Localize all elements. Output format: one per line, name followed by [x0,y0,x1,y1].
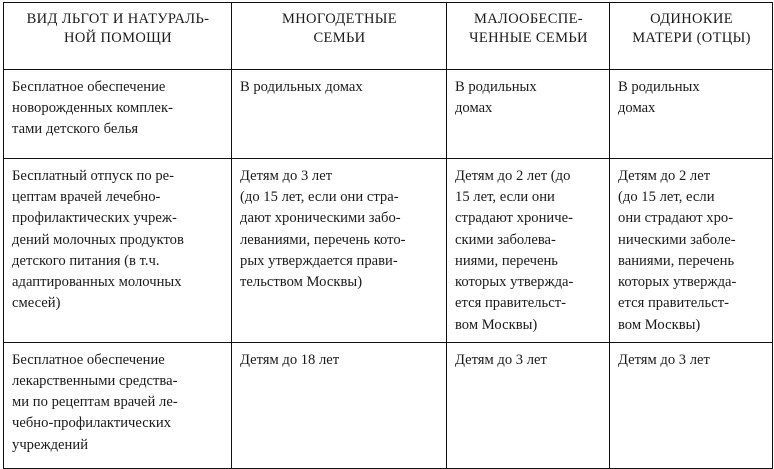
cell-single-parents-milk-products [610,159,773,343]
cell-many-children-milk-products [232,159,447,343]
cell-many-children-newborn-kits [232,70,447,159]
cell-line: (до 15 лет, если [618,189,715,206]
cell-line: ниями, перечень [455,252,558,269]
cell-line: Детям до 3 лет [618,351,710,368]
column-header-single-parents-line-1: ОДИНОКИЕ [650,11,733,27]
cell-line: рых утверждается прави- [240,252,398,269]
cell-low-income-milk-products [447,159,610,343]
column-header-low-income [447,3,610,70]
cell-kind-newborn-kits [4,70,232,159]
cell-line: смесей) [12,295,61,312]
cell-line: Бесплатное обеспечение [12,79,166,95]
column-header-many-children-line-2: СЕМЬИ [313,30,366,47]
cell-line: В родильных [618,79,700,95]
cell-line: Детям до 3 лет [240,168,333,184]
cell-kind-medicines [4,342,232,468]
cell-low-income-newborn-kits [447,70,610,159]
cell-line: В родильных [455,79,537,95]
cell-line: ническими заболе- [618,231,736,248]
cell-line: дают хроническими забо- [240,210,401,227]
column-header-kind-line-1: ВИД ЛЬГОТ И НАТУРАЛЬ- [26,11,210,27]
cell-line: ется правительст- [455,295,567,312]
cell-line: ми по рецептам врачей ле- [12,394,178,411]
column-header-many-children-line-1: МНОГОДЕТНЫЕ [281,11,398,27]
cell-single-parents-newborn-kits [610,70,773,159]
table-row [4,70,773,159]
cell-line: Детям до 3 лет [455,351,547,368]
cell-line: цептам врачей лечебно- [12,189,161,206]
cell-line: дений молочных продуктов [12,231,184,248]
table-body [4,70,773,469]
cell-line: В родильных домах [240,79,363,95]
column-header-single-parents-line-2: МАТЕРИ (ОТЦЫ) [632,30,751,47]
cell-line: Детям до 18 лет [240,351,340,368]
column-header-single-parents [610,3,773,70]
cell-line: которых утвержда- [618,274,737,291]
cell-line: тельством Москвы) [240,274,363,291]
cell-line: ваниями, перечень [618,252,735,269]
cell-kind-milk-products [4,159,232,343]
column-header-kind [4,3,232,70]
cell-line: (до 15 лет, если они стра- [240,189,399,206]
cell-line: новорожденных комплек- [12,100,174,117]
cell-line: учреждений [12,436,89,453]
cell-line: чебно-профилактических [12,415,172,432]
cell-line: страдают хрониче- [455,210,573,227]
table-row [4,159,773,343]
table-row [4,342,773,468]
cell-many-children-medicines [232,342,447,468]
cell-line: Детям до 2 лет [618,168,711,184]
cell-line: вом Москвы) [455,316,538,333]
column-header-kind-line-2: НОЙ ПОМОЩИ [64,30,172,47]
cell-line: 15 лет, если они [455,189,555,206]
cell-line: Бесплатный отпуск по ре- [12,168,175,184]
cell-line: детского питания (в т.ч. [12,252,160,269]
benefits-table [3,2,773,469]
cell-line: тами детского белья [12,121,139,138]
cell-line: профилактических учреж- [12,210,177,227]
cell-line: скими заболева- [455,231,556,248]
column-header-low-income-line-2: ЧЕННЫЕ СЕМЬИ [469,30,588,47]
cell-line: они страдают хро- [618,210,734,227]
column-header-many-children [232,3,447,70]
header-row [4,3,773,70]
cell-line: вом Москвы) [618,316,701,333]
cell-line: лекарственными средства- [12,372,178,389]
cell-line: Детям до 2 лет (до [455,168,571,184]
cell-line: которых утвержда- [455,274,574,291]
cell-line: ется правительст- [618,295,730,312]
cell-line: домах [618,100,656,117]
cell-line: адаптированных молочных [12,274,182,291]
cell-low-income-medicines [447,342,610,468]
cell-single-parents-medicines [610,342,773,468]
column-header-low-income-line-1: МАЛООБЕСПЕ- [473,11,583,27]
cell-line: домах [455,100,493,117]
cell-line: леваниями, перечень кото- [240,231,406,248]
table-header [4,3,773,70]
cell-line: Бесплатное обеспечение [12,351,165,368]
